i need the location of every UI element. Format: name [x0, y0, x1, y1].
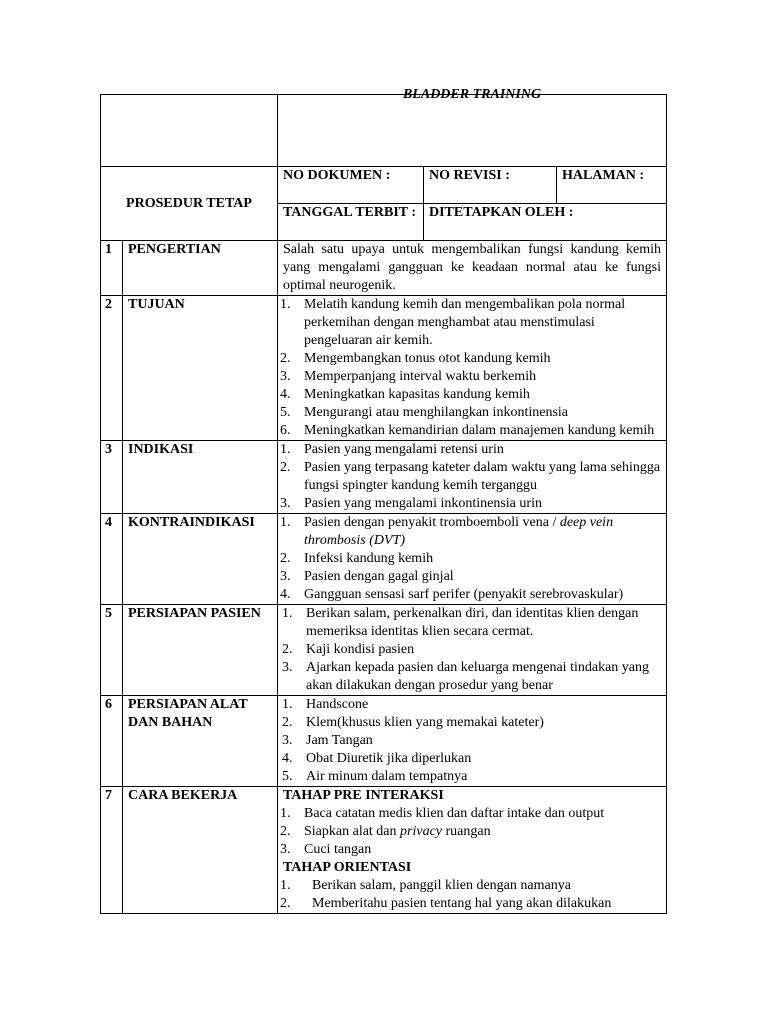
list-item: 1. Pasien yang mengalami retensi urin: [280, 442, 504, 457]
section-number: 5: [101, 605, 123, 696]
document-title: BLADDER TRAINING: [402, 87, 542, 102]
section-number: 3: [101, 441, 123, 514]
section-label: TUJUAN: [123, 296, 278, 441]
list-item: 5. Mengurangi atau menghilangkan inkontinensia: [280, 405, 568, 420]
list-item: 3. Pasien yang mengalami inkontinensia urin: [280, 496, 542, 511]
list-item: 2. Infeksi kandung kemih: [280, 551, 434, 566]
section-number: 6: [101, 696, 123, 787]
title-cell: [278, 87, 667, 167]
list-item: 1. Pasien dengan penyakit tromboemboli vena / deep vein thrombosis (DVT): [280, 515, 614, 548]
list-item: 5. Air minum dalam tempatnya: [282, 769, 468, 784]
list-item: 1. Melatih kandung kemih dan mengembalikan pola normal perkemihan dengan menghambat atau menstimulasi pengeluaran air kemih.: [280, 297, 626, 348]
no-revisi-label: NO REVISI :: [424, 167, 557, 204]
list-item: 4. Obat Diuretik jika diperlukan: [282, 751, 472, 766]
list-item: 6. Meningkatkan kemandirian dalam manajemen kandung kemih: [280, 423, 655, 438]
tanggal-terbit-label: TANGGAL TERBIT :: [278, 204, 424, 241]
persiapan-alat-list: [282, 696, 661, 786]
list-item: 3. Memperpanjang interval waktu berkemih: [280, 369, 537, 384]
list-item: 1. Berikan salam, panggil klien dengan namanya: [280, 878, 571, 893]
section-row-cara-bekerja: [101, 787, 667, 914]
procedure-label: PROSEDUR TETAP: [101, 167, 278, 241]
section-label: KONTRAINDIKASI: [123, 514, 278, 605]
list-item: 1. Baca catatan medis klien dan daftar intake dan output: [280, 806, 605, 821]
section-number: 7: [101, 787, 123, 914]
section-row-indikasi: [101, 441, 667, 514]
pengertian-text: Salah satu upaya untuk mengembalikan fungsi kandung kemih yang mengalami gangguan ke keadaan normal atau ke fungsi optimal neurogenik.: [278, 241, 667, 296]
section-row-persiapan-pasien: [101, 605, 667, 696]
section-label: PERSIAPAN ALAT DAN BAHAN: [123, 696, 278, 787]
list-item: 3. Cuci tangan: [280, 842, 372, 857]
logo-cell: [101, 95, 278, 167]
section-number: 2: [101, 296, 123, 441]
list-item: 2. Kaji kondisi pasien: [282, 642, 415, 657]
list-item: 2. Mengembangkan tonus otot kandung kemih: [280, 351, 551, 366]
sop-table: [100, 87, 667, 914]
section-row-pengertian: [101, 241, 667, 296]
kontraindikasi-list: [280, 514, 661, 604]
orientasi-list: [280, 877, 661, 913]
list-item: 4. Gangguan sensasi sarf perifer (penyakit serebrovaskular): [280, 587, 624, 602]
list-item: 2. Siapkan alat dan privacy ruangan: [280, 824, 491, 839]
pre-interaksi-list: [280, 805, 661, 859]
section-row-kontraindikasi: [101, 514, 667, 605]
list-item: 3. Jam Tangan: [282, 733, 373, 748]
sop-document: [100, 87, 666, 914]
section-number: 4: [101, 514, 123, 605]
section-label: CARA BEKERJA: [123, 787, 278, 914]
section-row-tujuan: [101, 296, 667, 441]
indikasi-list: [280, 441, 661, 513]
list-item: 3. Ajarkan kepada pasien dan keluarga mengenai tindakan yang akan dilakukan dengan prosedur yang benar: [282, 660, 649, 693]
stage-heading-orientasi: TAHAP ORIENTASI: [283, 860, 412, 875]
section-number: 1: [101, 241, 123, 296]
section-label: PERSIAPAN PASIEN: [123, 605, 278, 696]
section-label: PENGERTIAN: [123, 241, 278, 296]
halaman-label: HALAMAN :: [557, 167, 667, 204]
list-item: 1. Handscone: [282, 697, 369, 712]
stage-heading-pre-interaksi: TAHAP PRE INTERAKSI: [283, 788, 444, 803]
list-item: 1. Berikan salam, perkenalkan diri, dan identitas klien dengan memeriksa identitas klien secara cermat.: [282, 606, 639, 639]
section-label: INDIKASI: [123, 441, 278, 514]
no-dokumen-label: NO DOKUMEN :: [278, 167, 424, 204]
persiapan-pasien-list: [282, 605, 661, 695]
list-item: 2. Pasien yang terpasang kateter dalam waktu yang lama sehingga fungsi spingter kandung kemih terganggu: [280, 460, 661, 493]
list-item: 4. Meningkatkan kapasitas kandung kemih: [280, 387, 530, 402]
list-item: 2. Memberitahu pasien tentang hal yang akan dilakukan: [280, 896, 612, 911]
ditetapkan-oleh-label: DITETAPKAN OLEH :: [424, 204, 667, 241]
section-row-persiapan-alat: [101, 696, 667, 787]
list-item: 3. Pasien dengan gagal ginjal: [280, 569, 454, 584]
tujuan-list: [280, 296, 661, 440]
list-item: 2. Klem(khusus klien yang memakai kateter): [282, 715, 544, 730]
